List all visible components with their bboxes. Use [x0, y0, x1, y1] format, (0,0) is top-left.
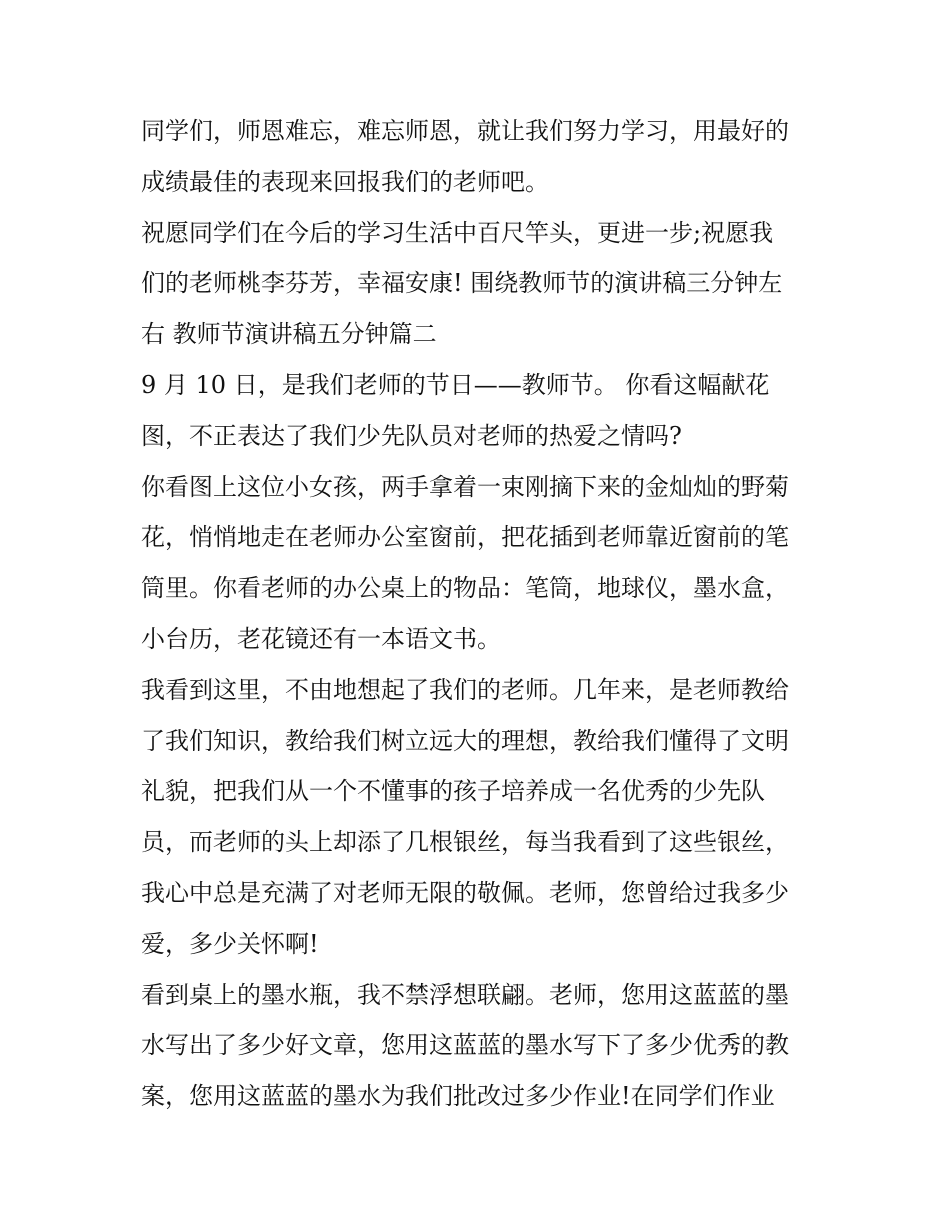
text-line: 图，不正表达了我们少先队员对老师的热爱之情吗?	[141, 421, 682, 450]
document-body	[141, 106, 821, 1122]
text-line: 我看到这里，不由地想起了我们的老师。几年来，是老师教给	[141, 675, 789, 704]
text-line: 了我们知识，教给我们树立远大的理想，教给我们懂得了文明	[141, 726, 789, 755]
text-line: 小台历，老花镜还有一本语文书。	[141, 624, 501, 653]
text-line: 祝愿同学们在今后的学习生活中百尺竿头，更进一步;祝愿我	[141, 218, 774, 247]
text-line: 同学们，师恩难忘，难忘师恩，就让我们努力学习，用最好的	[141, 117, 789, 145]
text-line: 们的老师桃李芬芳，幸福安康! 围绕教师节的演讲稿三分钟左	[141, 269, 783, 298]
text-line: 案，您用这蓝蓝的墨水为我们批改过多少作业!在同学们作业	[141, 1082, 775, 1111]
text-line: 爱，多少关怀啊!	[141, 929, 319, 958]
text-line: 筒里。你看老师的办公桌上的物品：笔筒，地球仪，墨水盒，	[141, 574, 789, 603]
text-line: 成绩最佳的表现来回报我们的老师吧。	[141, 167, 549, 196]
text-line: 员，而老师的头上却添了几根银丝，每当我看到了这些银丝，	[141, 828, 789, 857]
text-line: 右 教师节演讲稿五分钟篇二	[141, 320, 437, 349]
text-line: 看到桌上的墨水瓶，我不禁浮想联翩。老师，您用这蓝蓝的墨	[141, 980, 789, 1009]
text-line: 9 月 10 日，是我们老师的节日——教师节。 你看这幅献花	[141, 370, 770, 399]
text-line: 礼貌，把我们从一个不懂事的孩子培养成一名优秀的少先队	[141, 777, 765, 806]
text-line: 我心中总是充满了对老师无限的敬佩。老师，您曾给过我多少	[141, 878, 789, 907]
text-line: 你看图上这位小女孩，两手拿着一束刚摘下来的金灿灿的野菊	[141, 472, 789, 501]
text-line: 水写出了多少好文章，您用这蓝蓝的墨水写下了多少优秀的教	[141, 1031, 789, 1060]
text-line: 花，悄悄地走在老师办公室窗前，把花插到老师靠近窗前的笔	[141, 523, 789, 552]
